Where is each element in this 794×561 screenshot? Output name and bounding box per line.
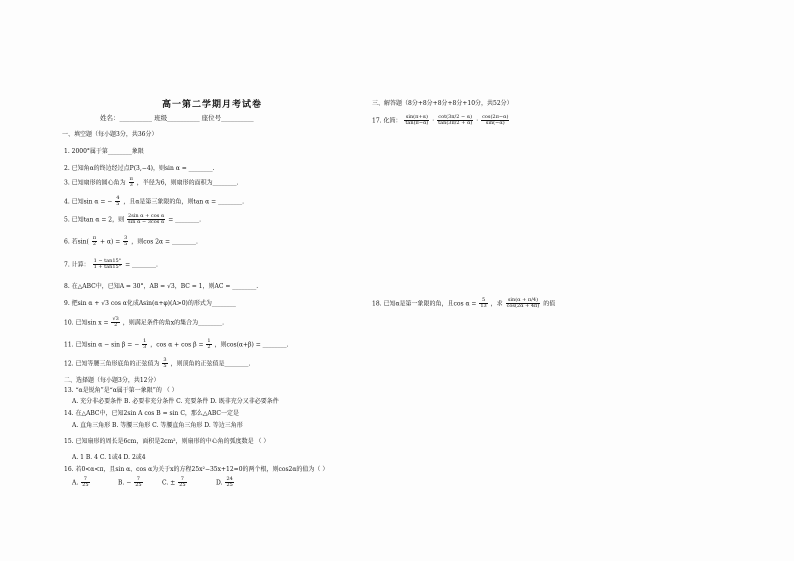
q3-text-a: 3. 已知扇形的圆心角为	[64, 179, 126, 187]
fraction-sqrt3-over-2: $\frac{√3}{2}$	[112, 316, 119, 329]
question-11	[64, 339, 289, 351]
fraction-q5: $\frac{\text{2sin α + cos α}}{\text{sin α − 3cos α}}$	[128, 213, 165, 226]
q17-fraction-1: $\frac{\sin(\pi+\alpha)}{\tan(\pi-\alpha)}$	[405, 114, 429, 127]
question-16-option-c: C. ± $\frac{7}{25}$	[162, 476, 186, 489]
fraction-4-over-5: $\frac{4}{5}$	[116, 195, 120, 208]
q5-text-a: 5. 已知tan α = 2，则	[64, 216, 125, 224]
q18-text-a: 18. 已知α是第一象限的角，且cos α =	[372, 300, 477, 308]
question-16: 16. 若0<α<π，且sin α、cos α为关于x的方程25x²−35x+12=0的两个根，则cos2α的值为（ ）	[64, 466, 329, 473]
q6-text-a: 6. 若sin(	[64, 238, 89, 246]
question-14-options: A. 直角三角形 B. 等腰三角形 C. 等腰直角三角形 D. 等边三角形	[72, 422, 243, 429]
fraction-1-over-2: $\frac{1}{2}$	[207, 338, 211, 351]
question-16-option-b: B. − $\frac{7}{25}$	[118, 476, 142, 489]
question-6	[64, 236, 198, 248]
fraction-3-over-5: $\frac{3}{5}$	[124, 235, 128, 248]
q4-text-b: ，且α是第三象限的角，则tan α = ________.	[123, 198, 244, 206]
question-12	[64, 358, 250, 370]
q6-text-c: ，则cos 2α = ________.	[131, 238, 198, 246]
fraction-7-over-25: $\frac{7}{25}$	[82, 476, 89, 489]
q17-fraction-2: $\frac{\cot(3\pi/2 - \alpha)}{\tan(3\pi/2 + \alpha)}$	[438, 114, 473, 127]
section-2-heading: 二、选择题（每小题3分，共12分）	[64, 377, 160, 384]
question-1: 1. 2000°属于第________象限	[64, 148, 144, 155]
fraction-3-over-5-b: $\frac{3}{5}$	[163, 357, 167, 370]
q11-text-a: 11. 已知sin α − sin β = −	[64, 341, 140, 349]
question-7	[64, 259, 158, 271]
question-5	[64, 214, 201, 226]
question-16-option-a: A. $\frac{7}{25}$	[72, 476, 89, 489]
q11-text-c: ，则cos(α+β) = ________.	[214, 341, 289, 349]
q18-fraction: $\frac{\sin(\alpha + \pi/4)}{\cos(2\alpha + 4\pi)}$	[506, 297, 540, 310]
fraction-24-over-25: $\frac{24}{25}$	[226, 476, 233, 489]
question-15-options: A. 1 B. 4 C. 1或4 D. 2或4	[72, 454, 146, 461]
question-17: 17. 化简： $\frac{\sin(\pi+\alpha)}{\tan(\pi-\alpha)}$ · $\frac{\cot(3\pi/2 - \alpha)}{\tan(3\pi/2 + \alpha)}$ · $\frac{\cos(2\pi-\alpha)}{\sin(-\alpha)}$	[372, 114, 509, 127]
section-1-heading: 一、填空题（每小题3分，共36分）	[62, 131, 158, 138]
question-9: 9. 把sin α + √3 cos α化成Asin(α+φ)(A>0)的形式为________	[64, 300, 236, 307]
q18-text-b: ，求	[490, 300, 503, 308]
q5-text-b: = ________.	[168, 216, 202, 224]
q10-text-a: 10. 已知sin x =	[64, 319, 109, 327]
question-13: 13. “α是锐角”是“α属于第一象限”的 （ ）	[64, 387, 178, 394]
question-10	[64, 317, 224, 329]
q17-text: 17. 化简：	[372, 117, 402, 125]
question-8: 8. 在△ABC中，已知A = 30°，AB = √3，BC = 1，则AC = ________.	[64, 283, 259, 290]
q11-text-b: ，cos α + cos β =	[150, 341, 204, 349]
q7-text-b: = ________.	[125, 261, 158, 269]
section-3-heading: 三、解答题（8分+8分+8分+8分+10分，共52分）	[372, 100, 513, 107]
fraction-q7: $\frac{1 - \tan 15^\circ}{1 + \tan 15^\circ}$	[93, 258, 122, 271]
question-16-option-d: D. $\frac{24}{25}$	[216, 476, 233, 489]
exam-title: 高一第二学期月考试卷	[162, 100, 263, 110]
q6-text-b: + α) =	[99, 238, 121, 246]
fraction-7-over-25-b: $\frac{7}{25}$	[135, 476, 142, 489]
question-4	[64, 196, 244, 208]
q3-text-b: ，半径为6，则扇形的面积为________.	[136, 179, 239, 187]
fraction-pi-over-2: $\frac{\pi}{2}$	[92, 235, 97, 248]
q10-text-b: ，则满足条件的角x的集合为________.	[122, 319, 225, 327]
student-info-line: 姓名：__________ 班级__________ 座位号__________	[100, 114, 254, 122]
fraction-1-over-3: $\frac{1}{3}$	[143, 338, 147, 351]
q12-text-a: 12. 已知等腰三角形底角的正弦值为	[64, 360, 160, 368]
q17-fraction-3: $\frac{\cos(2\pi-\alpha)}{\sin(-\alpha)}$	[482, 114, 509, 127]
q7-text-a: 7. 计算：	[64, 261, 90, 269]
question-3	[64, 177, 239, 189]
fraction-7-over-25-c: $\frac{7}{25}$	[179, 476, 186, 489]
q18-text-c: 的值	[543, 300, 556, 308]
fraction-5-over-13: $\frac{5}{13}$	[480, 297, 487, 310]
fraction-pi-over-3: $\frac{\pi}{3}$	[129, 176, 133, 189]
question-2: 2. 已知角α的终边经过点P(3,−4)，则sin α = ________.	[64, 165, 215, 172]
q12-text-b: ，则顶角的正弦值是________.	[170, 360, 251, 368]
question-14: 14. 在△ABC中，已知2sin A cos B = sin C，那么△ABC一定是	[64, 410, 239, 417]
question-13-options: A. 充分非必要条件 B. 必要非充分条件 C. 充要条件 D. 既非充分又非必要条件	[72, 398, 279, 405]
question-15: 15. 已知扇形的周长是6cm，面积是2cm²，则扇形的中心角的弧度数是 （ ）	[64, 438, 270, 445]
question-18	[372, 298, 555, 310]
q4-text-a: 4. 已知sin α = −	[64, 198, 113, 206]
